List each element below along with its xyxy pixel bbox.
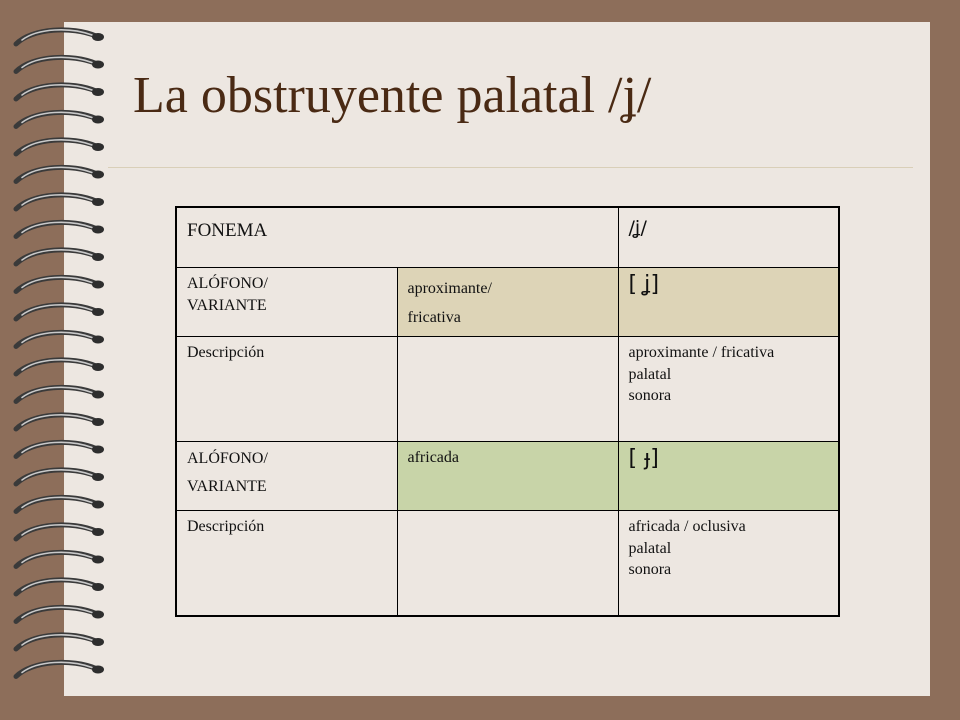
spiral-hole	[92, 638, 104, 646]
spiral-binding	[12, 20, 112, 700]
allophone-1-name	[397, 268, 618, 337]
description-1-line: palatal	[628, 365, 672, 383]
spiral-hole	[92, 583, 104, 591]
spiral-hole	[92, 418, 104, 426]
description-1-line: sonora	[628, 387, 672, 405]
spiral-hole	[92, 88, 104, 96]
spiral-hole	[92, 198, 104, 206]
spiral-hole	[92, 308, 104, 316]
description-1-text	[618, 337, 839, 442]
spiral-hole	[92, 391, 104, 399]
spiral-hole	[92, 253, 104, 261]
description-1-label: Descripción	[176, 337, 397, 442]
description-2-empty	[397, 511, 618, 617]
spiral-hole	[92, 363, 104, 371]
spiral-hole	[92, 226, 104, 234]
description-2-line: palatal	[628, 539, 672, 557]
description-2-line: sonora	[628, 561, 672, 579]
spiral-hole	[92, 501, 104, 509]
spiral-hole	[92, 528, 104, 536]
allophone-1-label-line2: VARIANTE	[187, 296, 267, 314]
spiral-hole	[92, 143, 104, 151]
fonema-symbol: /ʝ/	[618, 207, 839, 268]
spiral-hole	[92, 666, 104, 674]
table-row-allophone-2	[176, 442, 839, 511]
allophone-1-name-line2: fricativa	[407, 309, 461, 326]
table-row-description-2	[176, 511, 839, 617]
spiral-hole	[92, 61, 104, 69]
description-1-line: aproximante / fricativa	[628, 344, 775, 361]
spiral-hole	[92, 33, 104, 41]
description-2-text	[618, 511, 839, 617]
spiral-hole	[92, 556, 104, 564]
table-row-fonema	[176, 207, 839, 268]
allophone-2-label-line1: ALÓFONO/	[187, 450, 268, 467]
allophone-1-symbol: [ ʝ]	[618, 268, 839, 337]
spiral-hole	[92, 473, 104, 481]
allophone-1-name-line1: aproximante/	[407, 280, 492, 297]
table-row-description-1	[176, 337, 839, 442]
phoneme-table	[175, 206, 840, 617]
allophone-2-label-line2: VARIANTE	[187, 478, 267, 495]
title-divider	[108, 167, 913, 168]
spiral-hole	[92, 446, 104, 454]
allophone-2-symbol: [ ɟ]	[618, 442, 839, 511]
description-2-line: africada / oclusiva	[628, 518, 746, 535]
table-row-allophone-1	[176, 268, 839, 337]
spiral-hole	[92, 281, 104, 289]
allophone-2-name: africada	[397, 442, 618, 511]
fonema-label: FONEMA	[176, 207, 618, 268]
spiral-hole	[92, 611, 104, 619]
spiral-hole	[92, 336, 104, 344]
allophone-1-label	[176, 268, 397, 337]
allophone-1-label-line1: ALÓFONO/	[187, 275, 268, 292]
description-1-empty	[397, 337, 618, 442]
spiral-hole	[92, 116, 104, 124]
page-title: La obstruyente palatal /ʝ/	[133, 67, 652, 124]
allophone-2-label	[176, 442, 397, 511]
description-2-label: Descripción	[176, 511, 397, 617]
spiral-hole	[92, 171, 104, 179]
